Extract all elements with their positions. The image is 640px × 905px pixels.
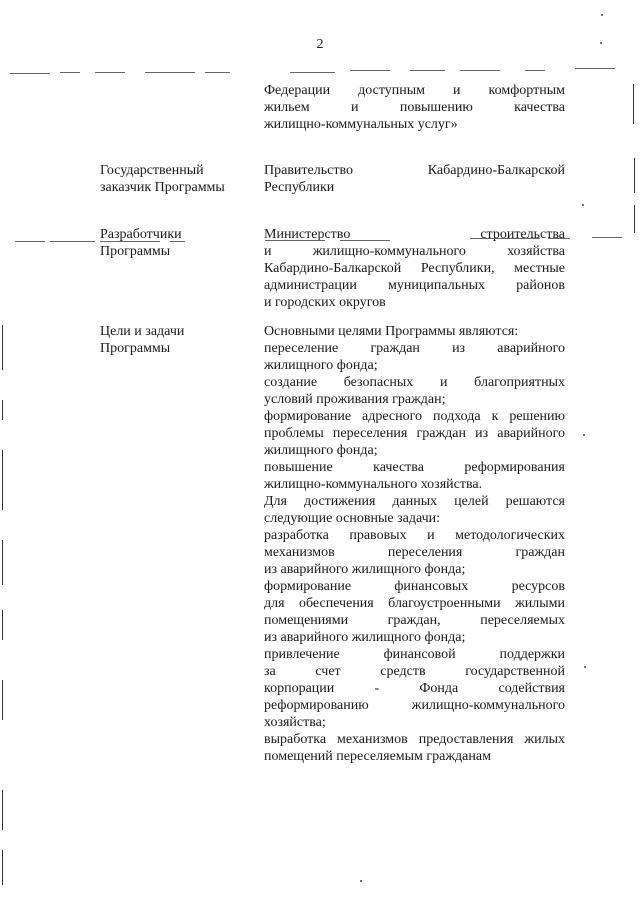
scan-edge-mark [2, 610, 3, 640]
scan-dash [10, 73, 50, 74]
text-line: жилищного фонда; [264, 443, 378, 458]
text-line: Правительство Кабардино-Балкарской [264, 163, 565, 178]
scan-dash [548, 238, 570, 239]
label-line: заказчик Программы [100, 180, 225, 195]
scan-speck [582, 204, 584, 206]
text-line: переселение граждан из аварийного [264, 341, 565, 356]
label-line: Разработчики [100, 227, 182, 242]
scan-dash [15, 241, 45, 242]
scan-edge-mark [2, 400, 3, 420]
scan-dash [290, 72, 335, 73]
row-0-text [264, 82, 565, 133]
text-line: разработка правовых и методологических [264, 528, 565, 543]
text-line: механизмов переселения граждан [264, 545, 565, 560]
text-line: проблемы переселения граждан из аварийного [264, 426, 565, 441]
scan-dash [460, 70, 500, 71]
text-line: Кабардино-Балкарской Республики, местные [264, 261, 565, 276]
text-line: формирование адресного подхода к решению [264, 409, 565, 424]
scan-dash [205, 72, 230, 73]
text-line: жилищного фонда; [264, 358, 378, 373]
text-line: хозяйства; [264, 715, 326, 730]
scan-speck [584, 666, 586, 668]
text-line: формирование финансовых ресурсов [264, 579, 565, 594]
text-line: создание безопасных и благоприятных [264, 375, 565, 390]
text-line: Основными целями Программы являются: [264, 324, 519, 339]
row-3-label [100, 323, 250, 357]
scan-speck [583, 434, 585, 436]
text-line: из аварийного жилищного фонда; [264, 630, 466, 645]
text-line: из аварийного жилищного фонда; [264, 562, 466, 577]
scan-edge-mark [2, 850, 3, 885]
row-1-label [100, 162, 250, 196]
scan-edge-mark [2, 325, 3, 370]
scan-dash [100, 241, 160, 242]
text-line: помещениями граждан, переселяемых [264, 613, 565, 628]
text-line: жильем и повышению качества [264, 100, 565, 115]
text-line: и городских округов [264, 295, 386, 310]
text-line: корпорации - Фонда содействия [264, 681, 565, 696]
scan-dash [60, 72, 80, 73]
text-line: условий проживания граждан; [264, 392, 446, 407]
scan-dash [340, 240, 390, 241]
text-line: за счет средств государственной [264, 664, 565, 679]
row-2-label [100, 226, 250, 260]
scan-dash [410, 70, 445, 71]
text-line: Для достижения данных целей решаются [264, 494, 565, 509]
scan-dash [50, 241, 95, 242]
text-line: и жилищно-коммунального хозяйства [264, 244, 565, 259]
scan-dash [350, 70, 390, 71]
scan-edge-mark [634, 158, 635, 193]
text-line: для обеспечения благоустроенными жилыми [264, 596, 565, 611]
scan-edge-mark [2, 680, 3, 720]
scan-speck [600, 42, 602, 44]
row-1-text [264, 162, 565, 196]
scan-edge-mark [2, 450, 3, 510]
text-line: привлечение финансовой поддержки [264, 647, 565, 662]
scan-edge-mark [2, 540, 3, 585]
label-line: Программы [100, 244, 171, 259]
scan-dash [145, 72, 195, 73]
scan-dash [575, 68, 615, 69]
scan-speck [360, 880, 362, 882]
label-line: Государственный [100, 163, 204, 178]
text-line: помещений переселяемым гражданам [264, 749, 491, 764]
text-line: Республики [264, 180, 335, 195]
text-line: жилищно-коммунального хозяйства. [264, 477, 483, 492]
text-line: жилищно-коммунальных услуг» [264, 117, 458, 132]
text-line: Министерство строительства [264, 227, 565, 242]
scan-edge-mark [633, 84, 634, 124]
text-line: Федерации доступным и комфортным [264, 83, 565, 98]
scan-dash [95, 72, 125, 73]
row-3-text [264, 323, 565, 765]
text-line: следующие основные задачи: [264, 511, 441, 526]
text-line: реформированию жилищно-коммунального [264, 698, 565, 713]
scan-edge-mark [634, 205, 635, 233]
scan-edge-mark [2, 790, 3, 830]
scan-dash [525, 70, 545, 71]
scan-dash [592, 237, 622, 238]
text-line: администрации муниципальных районов [264, 278, 565, 293]
scan-dash [470, 238, 540, 239]
text-line: выработка механизмов предоставления жилых [264, 732, 565, 747]
scan-speck [601, 14, 603, 16]
label-line: Программы [100, 341, 171, 356]
label-line: Цели и задачи [100, 324, 185, 339]
text-line: повышение качества реформирования [264, 460, 565, 475]
scan-dash [265, 240, 325, 241]
page-number: 2 [316, 37, 324, 52]
scan-dash [170, 241, 185, 242]
